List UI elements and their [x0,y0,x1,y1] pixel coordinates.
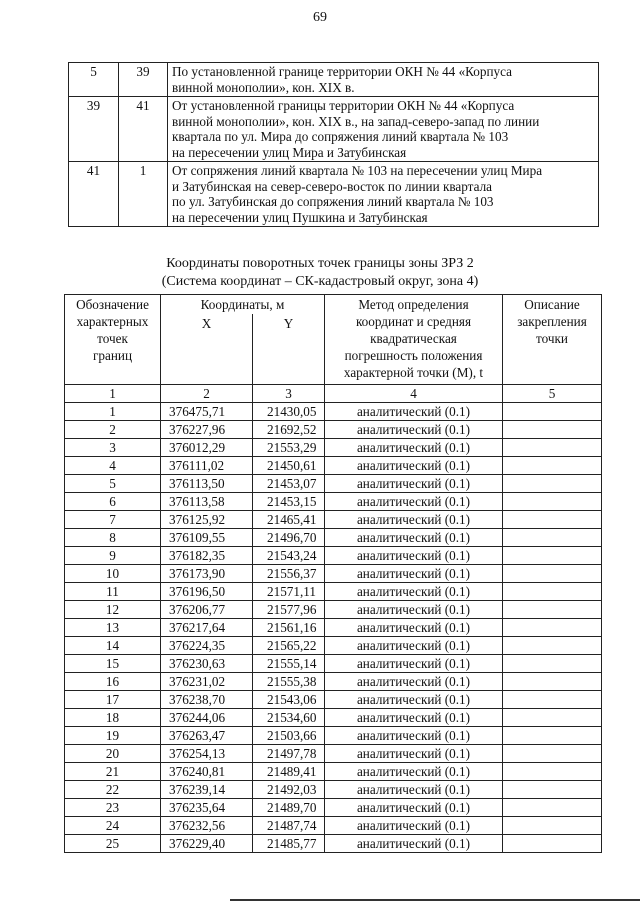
table-row [65,601,602,619]
description-cell [503,673,602,691]
coord-y: 21692,52 [253,421,325,439]
point-number: 2 [65,421,161,439]
method-cell: аналитический (0.1) [325,619,503,637]
table-row [65,709,602,727]
coord-x: 376238,70 [161,691,253,709]
description-cell [503,835,602,853]
coord-y: 21453,15 [253,493,325,511]
coord-y: 21453,07 [253,475,325,493]
table-row [65,493,602,511]
description-cell [503,817,602,835]
header-coordinates: Координаты, м [161,295,325,315]
point-number: 7 [65,511,161,529]
table-row [65,691,602,709]
point-number: 5 [65,475,161,493]
method-cell: аналитический (0.1) [325,691,503,709]
coord-y: 21577,96 [253,601,325,619]
coord-x: 376230,63 [161,655,253,673]
method-cell: аналитический (0.1) [325,637,503,655]
table-row [65,655,602,673]
point-number: 13 [65,619,161,637]
description-cell [503,421,602,439]
method-cell: аналитический (0.1) [325,547,503,565]
table-row [65,547,602,565]
coord-y: 21497,78 [253,745,325,763]
coord-x: 376229,40 [161,835,253,853]
point-number: 3 [65,439,161,457]
description-cell [503,493,602,511]
table-row [65,817,602,835]
coord-y: 21485,77 [253,835,325,853]
description-cell [503,637,602,655]
boundary-row [69,97,599,162]
coordinates-table-header [65,295,602,385]
boundary-from-point: 39 [69,97,119,162]
header-line: координат и средняя [355,314,472,329]
coord-x: 376173,90 [161,565,253,583]
header-y: Y [253,314,325,385]
table-row [65,457,602,475]
description-line: винной монополии», кон. XIX в., на запад-северо-запад по линии [172,113,540,129]
coord-x: 376113,58 [161,493,253,511]
coord-x: 376224,35 [161,637,253,655]
coord-x: 376111,02 [161,457,253,475]
scan-edge-line [230,899,640,901]
column-index: 3 [253,385,325,403]
column-index: 4 [325,385,503,403]
method-cell: аналитический (0.1) [325,601,503,619]
method-cell: аналитический (0.1) [325,475,503,493]
description-line: От сопряжения линий квартала № 103 на пересечении улиц Мира [172,163,543,178]
table-row [65,781,602,799]
point-number: 16 [65,673,161,691]
description-line: винной монополии», кон. XIX в. [172,79,355,95]
table-row [65,403,602,421]
method-cell: аналитический (0.1) [325,763,503,781]
point-number: 9 [65,547,161,565]
coord-y: 21450,61 [253,457,325,475]
method-cell: аналитический (0.1) [325,565,503,583]
description-line: квартала по ул. Мира до сопряжения линий квартала № 103 [172,129,509,144]
description-cell [503,727,602,745]
description-line: и Затубинская на север-северо-восток по линии квартала [172,178,493,194]
header-line: характерной точки (М), t [343,365,484,380]
coord-y: 21496,70 [253,529,325,547]
coordinates-table-body [65,385,602,853]
description-cell [503,403,602,421]
method-cell: аналитический (0.1) [325,457,503,475]
coord-x: 376263,47 [161,727,253,745]
coord-y: 21543,06 [253,691,325,709]
coord-x: 376125,92 [161,511,253,529]
coord-y: 21503,66 [253,727,325,745]
header-line: Описание [524,297,580,312]
point-number: 24 [65,817,161,835]
column-index: 5 [503,385,602,403]
description-cell [503,529,602,547]
method-cell: аналитический (0.1) [325,781,503,799]
method-cell: аналитический (0.1) [325,421,503,439]
header-method [325,295,503,385]
coord-x: 376240,81 [161,763,253,781]
coord-x: 376244,06 [161,709,253,727]
description-cell [503,601,602,619]
table-row [65,475,602,493]
description-line: По установленной границе территории ОКН № 44 «Корпуса [172,64,513,79]
boundary-to-point: 1 [119,162,168,227]
coord-x: 376012,29 [161,439,253,457]
header-designation [65,295,161,385]
point-number: 10 [65,565,161,583]
description-cell [503,709,602,727]
header-line: границ [92,348,133,363]
coord-x: 376227,96 [161,421,253,439]
method-cell: аналитический (0.1) [325,745,503,763]
table-row [65,727,602,745]
description-line: на пересечении улиц Мира и Затубинская [172,144,407,160]
description-cell [503,691,602,709]
coord-x: 376182,35 [161,547,253,565]
description-cell [503,781,602,799]
coord-y: 21492,03 [253,781,325,799]
method-cell: аналитический (0.1) [325,511,503,529]
table-row [65,511,602,529]
header-description [503,295,602,385]
point-number: 22 [65,781,161,799]
method-cell: аналитический (0.1) [325,529,503,547]
description-cell [503,799,602,817]
column-index: 2 [161,385,253,403]
coord-y: 21534,60 [253,709,325,727]
boundary-from-point: 5 [69,63,119,97]
page-number: 69 [313,10,327,25]
column-index-row [65,385,602,403]
coord-y: 21487,74 [253,817,325,835]
coord-y: 21489,70 [253,799,325,817]
coord-y: 21465,41 [253,511,325,529]
method-cell: аналитический (0.1) [325,439,503,457]
point-number: 11 [65,583,161,601]
point-number: 20 [65,745,161,763]
coordinates-heading [0,255,640,291]
coord-y: 21543,24 [253,547,325,565]
boundary-table-body [69,63,599,227]
description-cell [503,475,602,493]
coord-y: 21553,29 [253,439,325,457]
boundary-to-point: 39 [119,63,168,97]
point-number: 21 [65,763,161,781]
table-row [65,763,602,781]
coord-y: 21561,16 [253,619,325,637]
description-cell [503,619,602,637]
point-number: 14 [65,637,161,655]
coord-x: 376196,50 [161,583,253,601]
header-line: Метод определения [358,297,469,312]
point-number: 19 [65,727,161,745]
boundary-from-point: 41 [69,162,119,227]
description-cell [503,583,602,601]
table-row [65,637,602,655]
point-number: 12 [65,601,161,619]
coord-y: 21565,22 [253,637,325,655]
coord-y: 21489,41 [253,763,325,781]
description-cell [503,457,602,475]
description-cell [503,655,602,673]
description-cell [503,745,602,763]
method-cell: аналитический (0.1) [325,673,503,691]
method-cell: аналитический (0.1) [325,709,503,727]
table-row [65,583,602,601]
point-number: 17 [65,691,161,709]
header-x: X [161,314,253,385]
table-row [65,673,602,691]
point-number: 15 [65,655,161,673]
table-row [65,565,602,583]
header-line: точек [97,331,128,346]
point-number: 23 [65,799,161,817]
point-number: 18 [65,709,161,727]
point-number: 4 [65,457,161,475]
description-cell [503,547,602,565]
description-line: на пересечении улиц Пушкина и Затубинская [172,209,428,225]
table-row [65,421,602,439]
coord-x: 376206,77 [161,601,253,619]
heading-title: Координаты поворотных точек границы зоны ЗРЗ 2 [166,256,474,271]
header-line: характерных [76,314,149,329]
coord-y: 21571,11 [253,583,325,601]
method-cell: аналитический (0.1) [325,799,503,817]
coord-x: 376217,64 [161,619,253,637]
coord-x: 376254,13 [161,745,253,763]
header-line: погрешность положения [344,348,483,363]
table-row [65,835,602,853]
header-line: точки [536,331,568,346]
table-row [65,439,602,457]
column-index: 1 [65,385,161,403]
coord-x: 376113,50 [161,475,253,493]
method-cell: аналитический (0.1) [325,835,503,853]
table-row [65,799,602,817]
description-line: От установленной границы территории ОКН № 44 «Корпуса [172,98,515,113]
description-cell [503,511,602,529]
header-line: Обозначение [76,297,149,312]
coord-x: 376235,64 [161,799,253,817]
table-row [65,619,602,637]
point-number: 8 [65,529,161,547]
boundary-row [69,162,599,227]
heading-subtitle: (Система координат – СК-кадастровый округ, зона 4) [161,274,479,289]
description-cell [503,763,602,781]
coordinates-table [64,294,602,853]
boundary-row [69,63,599,97]
boundary-description-table [68,62,599,227]
coord-x: 376109,55 [161,529,253,547]
boundary-description [168,63,599,97]
method-cell: аналитический (0.1) [325,817,503,835]
method-cell: аналитический (0.1) [325,493,503,511]
boundary-description [168,162,599,227]
point-number: 1 [65,403,161,421]
coord-x: 376231,02 [161,673,253,691]
header-line: закрепления [517,314,587,329]
method-cell: аналитический (0.1) [325,727,503,745]
coord-x: 376232,56 [161,817,253,835]
header-line: квадратическая [370,331,457,346]
point-number: 6 [65,493,161,511]
coord-y: 21430,05 [253,403,325,421]
table-row [65,529,602,547]
coord-x: 376239,14 [161,781,253,799]
table-row [65,745,602,763]
description-cell [503,565,602,583]
coord-y: 21555,38 [253,673,325,691]
boundary-to-point: 41 [119,97,168,162]
method-cell: аналитический (0.1) [325,403,503,421]
coord-x: 376475,71 [161,403,253,421]
boundary-description [168,97,599,162]
method-cell: аналитический (0.1) [325,655,503,673]
coord-y: 21555,14 [253,655,325,673]
method-cell: аналитический (0.1) [325,583,503,601]
point-number: 25 [65,835,161,853]
description-cell [503,439,602,457]
description-line: по ул. Затубинская до сопряжения линий квартала № 103 [172,194,494,209]
coord-y: 21556,37 [253,565,325,583]
